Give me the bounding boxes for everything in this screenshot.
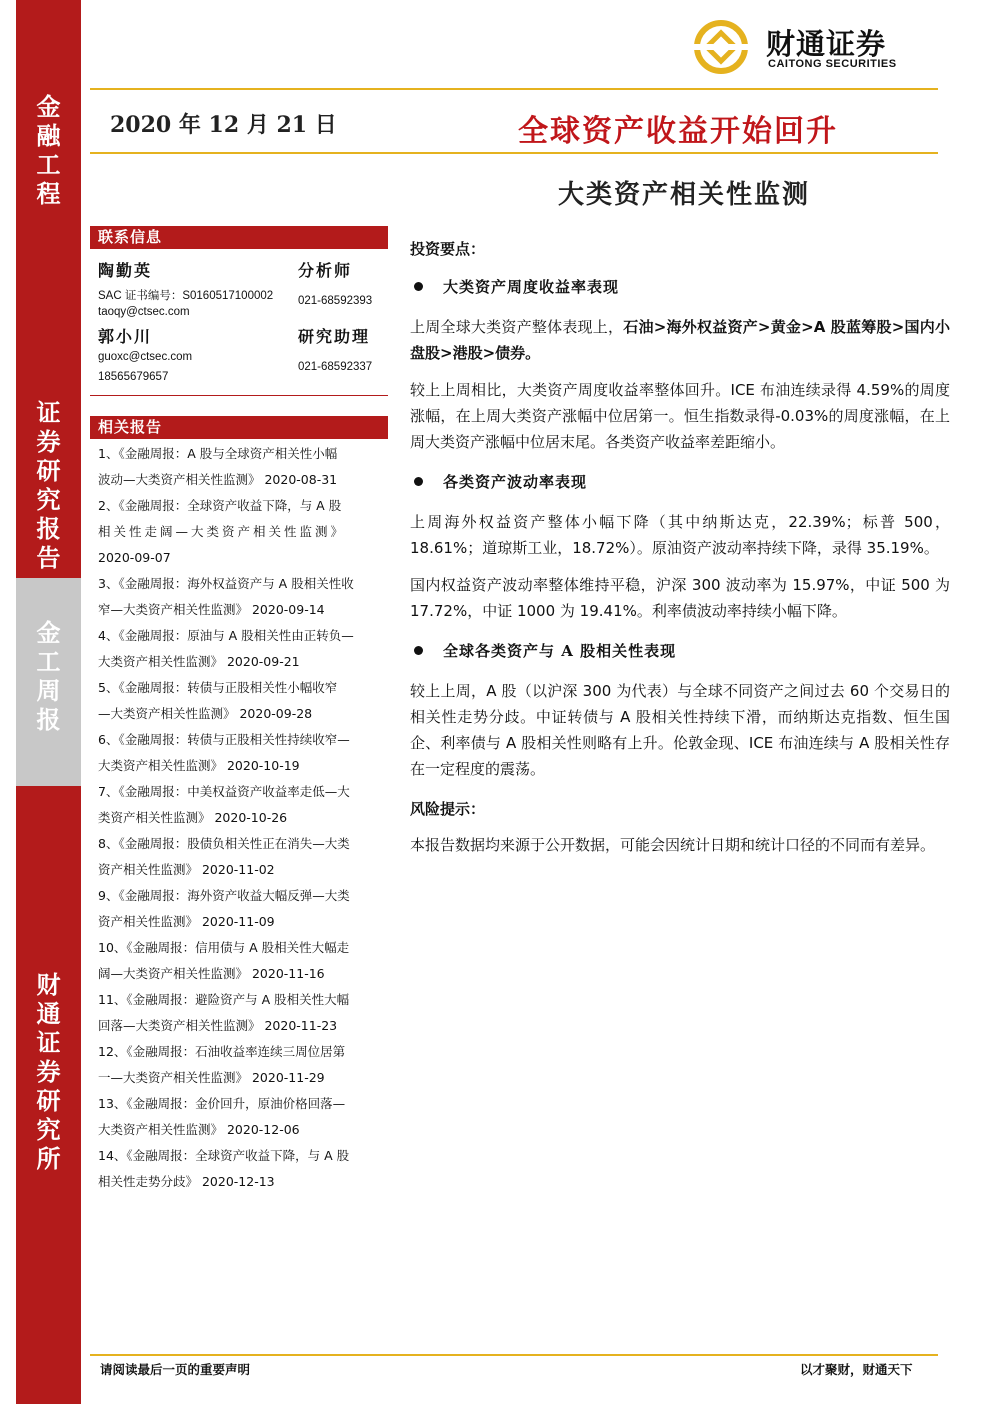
investment-points-heading: 投资要点： — [410, 240, 486, 258]
sidebar-segment-institute — [16, 786, 81, 1404]
sidebar-label-weekly: 金 工 周 报 — [36, 618, 61, 734]
related-report-item[interactable]: 4、《金融周报：原油与 A 股相关性由正转负— 大类资产相关性监测》 2020-09-21 — [98, 628, 354, 669]
bullet-dot-icon — [414, 477, 423, 486]
related-report-item[interactable]: 13、《金融周报：金价回升，原油价格回落— 大类资产相关性监测》 2020-12-06 — [98, 1096, 346, 1137]
header-divider-bottom — [90, 152, 938, 154]
sidebar-label-financial-engineering: 金 融 工 程 — [36, 92, 61, 208]
contact-heading: 联系信息 — [90, 226, 388, 249]
bullet-dot-icon — [414, 646, 423, 655]
related-report-item[interactable]: 7、《金融周报：中美权益资产收益率走低—大 类资产相关性监测》 2020-10-26 — [98, 784, 350, 825]
analyst2-phone: 021-68592337 — [298, 361, 373, 373]
logo-text-en: CAITONG SECURITIES — [768, 58, 897, 70]
sidebar-segment-research — [16, 0, 81, 578]
analyst1-name: 陶勤英 — [98, 261, 153, 280]
paragraph-returns-ranking: 上周全球大类资产整体表现上，石油>海外权益资产>黄金>A 股蓝筹股>国内小盘股>港股>债券。 — [410, 318, 950, 362]
related-report-item[interactable]: 8、《金融周报：股债负相关性正在消失—大类 资产相关性监测》 2020-11-02 — [98, 836, 350, 877]
related-report-item[interactable]: 14、《金融周报：全球资产收益下降，与 A 股 相关性走势分歧》 2020-12-13 — [98, 1148, 350, 1189]
footer-slogan: 以才聚财，财通天下 — [800, 1362, 913, 1377]
analyst2-email[interactable]: guoxc@ctsec.com — [98, 351, 193, 363]
paragraph-returns-detail: 较上上周相比，大类资产周度收益率整体回升。ICE 布油连续录得 4.59%的周度涨幅，在上周大类资产涨幅中位居第一。恒生指数录得-0.03%的周度涨幅，在上周大类资产涨幅中位居末尾。各类资产收益率差距缩小。 — [410, 381, 950, 451]
analyst2-role: 研究助理 — [298, 327, 371, 346]
analyst2-mobile: 18565679657 — [98, 371, 169, 383]
related-report-item[interactable]: 11、《金融周报：避险资产与 A 股相关性大幅 回落—大类资产相关性监测》 2020-11-23 — [98, 992, 350, 1033]
footer-divider — [90, 1354, 938, 1356]
analyst2-name: 郭小川 — [98, 327, 153, 346]
risk-text: 本报告数据均来源于公开数据，可能会因统计日期和统计口径的不同而有差异。 — [410, 836, 936, 854]
related-report-item[interactable]: 2、《金融周报：全球资产收益下降，与 A 股 相关性走阔—大类资产相关性监测》 2020-09-07 — [98, 498, 347, 565]
contact-divider — [90, 395, 388, 396]
related-report-item[interactable]: 1、《金融周报：A 股与全球资产相关性小幅 波动—大类资产相关性监测》 2020-08-31 — [98, 446, 338, 487]
paragraph-overseas-volatility: 上周海外权益资产整体小幅下降（其中纳斯达克，22.39%；标普 500，18.61%；道琼斯工业，18.72%）。原油资产波动率持续下降，录得 35.19%。 — [410, 513, 950, 557]
related-report-item[interactable]: 10、《金融周报：信用债与 A 股相关性大幅走 阔—大类资产相关性监测》 2020-11-16 — [98, 940, 350, 981]
related-report-item[interactable]: 6、《金融周报：转债与正股相关性持续收窄— 大类资产相关性监测》 2020-10-19 — [98, 732, 350, 773]
related-report-item[interactable]: 12、《金融周报：石油收益率连续三周位居第 一—大类资产相关性监测》 2020-11-29 — [98, 1044, 346, 1085]
footer-disclaimer-note: 请阅读最后一页的重要声明 — [100, 1362, 251, 1377]
sidebar-label-research-report: 证 券 研 究 报 告 — [36, 398, 61, 572]
caitong-logo-icon — [694, 20, 748, 74]
bullet-heading-returns: 大类资产周度收益率表现 — [414, 276, 619, 297]
report-title: 全球资产收益开始回升 — [518, 114, 838, 149]
company-logo — [694, 18, 924, 76]
related-report-list — [98, 441, 388, 1195]
analyst1-phone: 021-68592393 — [298, 295, 373, 307]
paragraph-correlation: 较上上周，A 股（以沪深 300 为代表）与全球不同资产之间过去 60 个交易日的相关性走势分歧。中证转债与 A 股相关性持续下滑，而纳斯达克指数、恒生国企、利率债与 A 股相关性则略有上升。伦敦金现、ICE 布油连续与 A 股相关性存在一定程度的震荡。 — [410, 682, 950, 778]
sidebar-segment-weekly — [16, 578, 81, 786]
report-date: 2020 年 12 月 21 日 — [110, 112, 337, 138]
related-report-item[interactable]: 3、《金融周报：海外权益资产与 A 股相关性收 窄—大类资产相关性监测》 2020-09-14 — [98, 576, 354, 617]
related-heading: 相关报告 — [90, 416, 388, 439]
header-divider-top — [90, 88, 938, 90]
analyst1-email[interactable]: taoqy@ctsec.com — [98, 306, 190, 318]
analyst1-cert: SAC 证书编号：S0160517100002 — [98, 290, 274, 302]
sidebar-label-institute: 财 通 证 券 研 究 所 — [36, 970, 61, 1173]
risk-heading: 风险提示： — [410, 800, 486, 818]
bullet-heading-correlation: 全球各类资产与 A 股相关性表现 — [414, 640, 676, 661]
paragraph-domestic-volatility: 国内权益资产波动率整体维持平稳，沪深 300 波动率为 15.97%，中证 500 为 17.72%，中证 1000 为 19.41%。利率债波动率持续小幅下降。 — [410, 576, 950, 620]
related-report-item[interactable]: 9、《金融周报：海外资产收益大幅反弹—大类 资产相关性监测》 2020-11-09 — [98, 888, 350, 929]
related-report-item[interactable]: 5、《金融周报：转债与正股相关性小幅收窄 —大类资产相关性监测》 2020-09-28 — [98, 680, 338, 721]
analyst1-role: 分析师 — [298, 261, 353, 280]
bullet-dot-icon — [414, 282, 423, 291]
bullet-heading-volatility: 各类资产波动率表现 — [414, 471, 587, 492]
report-subtitle: 大类资产相关性监测 — [558, 180, 811, 210]
logo-text-cn: 财通证券 — [766, 27, 887, 61]
